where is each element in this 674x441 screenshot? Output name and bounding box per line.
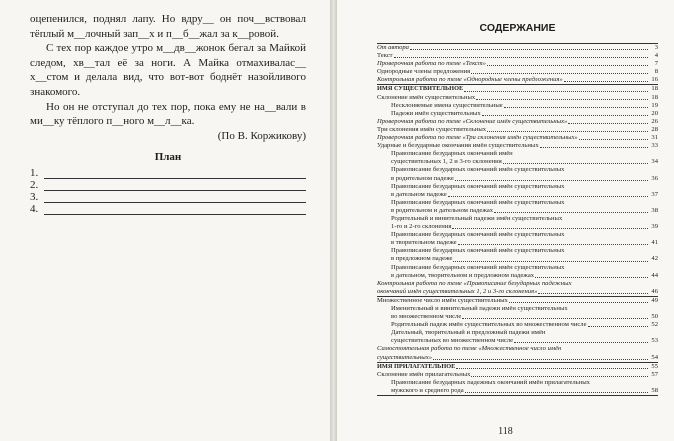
- answer-line: [44, 205, 306, 215]
- toc-entry-title: в творительном падеже: [391, 239, 457, 247]
- toc-entry-title: Родительный падеж имён существительных во множественном числе: [391, 321, 587, 329]
- author-attribution: (По В. Коржикову): [217, 129, 306, 142]
- toc-entry-title: Проверочная работа по теме «Текст»: [377, 60, 486, 68]
- toc-entry-page: 38: [651, 206, 658, 214]
- leader-dots: [487, 131, 648, 132]
- toc-entry[interactable]: [377, 379, 658, 387]
- toc-entry-title: Правописание безударных окончаний имён существительных: [391, 231, 565, 239]
- leader-dots: [456, 368, 648, 369]
- toc-entry[interactable]: [377, 264, 658, 272]
- toc-entry-page: 39: [651, 223, 658, 231]
- toc-entry-page: 55: [651, 362, 658, 370]
- toc-entry-title: существительных 1, 2 и 3-го склонения: [391, 158, 502, 166]
- answer-line: [44, 193, 306, 203]
- toc-entry[interactable]: [377, 247, 658, 255]
- toc-entry-page: 3: [654, 44, 658, 51]
- leader-dots: [458, 244, 648, 245]
- toc-entry[interactable]: [377, 288, 658, 296]
- toc-entry[interactable]: [377, 142, 658, 150]
- leader-dots: [471, 376, 648, 377]
- toc-entry-page: 26: [651, 117, 658, 125]
- toc-entry-title: Правописание безударных окончаний имён существительных: [391, 182, 565, 190]
- toc-entry-page: 58: [651, 386, 658, 394]
- toc-entry-title: Правописание безударных окончаний имён существительных: [391, 166, 565, 174]
- toc-entry[interactable]: [377, 255, 658, 263]
- toc-entry-page: 44: [651, 271, 658, 279]
- leader-dots: [540, 147, 648, 148]
- toc-entry-title: Множественное число имён существительных: [377, 296, 508, 304]
- toc-entry-page: 42: [651, 255, 658, 263]
- toc-entry[interactable]: [377, 183, 658, 191]
- toc-entry-title: 1-го и 2-го склонения: [391, 223, 452, 231]
- plan-number: 1.: [30, 167, 39, 180]
- toc-entry-title: Правописание безударных окончаний имён существительных: [391, 247, 565, 255]
- toc-entry[interactable]: [377, 363, 658, 371]
- leader-dots: [462, 318, 648, 319]
- toc-entry-page: 7: [654, 60, 658, 68]
- toc-entry-title: Дательный, творительный и предложный падежи имён: [391, 329, 546, 337]
- leader-dots: [433, 359, 648, 360]
- leader-dots: [535, 277, 648, 278]
- toc-entry[interactable]: [377, 52, 658, 60]
- toc-section: [377, 363, 658, 396]
- leader-dots: [538, 293, 648, 294]
- leader-dots: [487, 65, 648, 66]
- toc-entry[interactable]: [377, 354, 658, 362]
- leader-dots: [514, 342, 648, 343]
- leader-dots: [564, 81, 648, 82]
- leader-dots: [509, 302, 648, 303]
- leader-dots: [455, 180, 648, 181]
- toc-entry-page: 46: [651, 287, 658, 295]
- story-paragraph-2: С тех пор каждое утро м__дв__жонок бегал за Майкой следом, хв__тал её за ноги. А Майка отмахивалас__ х__стом и делала вид, что вот-вот боднёт назойливого знакомого.: [30, 42, 306, 98]
- toc-entry-page: 34: [651, 158, 658, 166]
- toc-section: [377, 297, 658, 363]
- leader-dots: [579, 139, 648, 140]
- toc-section: [377, 85, 658, 296]
- toc-entry[interactable]: [377, 68, 658, 76]
- toc-entry[interactable]: [377, 345, 658, 353]
- toc-entry[interactable]: [377, 305, 658, 313]
- page-number: 118: [498, 426, 513, 437]
- toc-entry[interactable]: [377, 110, 658, 118]
- leader-dots: [476, 99, 648, 100]
- toc-entry[interactable]: [377, 134, 658, 142]
- toc-entry-title: существительных во множественном числе: [391, 337, 514, 345]
- toc-entry-page: 31: [651, 134, 658, 142]
- toc-entry-page: 52: [651, 321, 658, 329]
- toc-entry[interactable]: [377, 150, 658, 158]
- toc-entry[interactable]: [377, 371, 658, 379]
- toc-entry[interactable]: [377, 223, 658, 231]
- left-page: [0, 0, 330, 441]
- toc-entry[interactable]: [377, 44, 658, 52]
- plan-number: 4.: [30, 203, 39, 216]
- toc-entry-title: существительных»: [377, 353, 432, 361]
- leader-dots: [471, 73, 648, 74]
- toc-entry-page: 33: [651, 142, 658, 150]
- toc-entry[interactable]: [377, 297, 658, 305]
- toc-entry-page: 18: [651, 93, 658, 101]
- answer-line: [44, 169, 306, 179]
- toc-entry[interactable]: [377, 102, 658, 110]
- toc-entry-title: Контрольная работа по теме «Правописание безударных падежных: [377, 279, 572, 287]
- toc-entry-title: Ударные и безударные окончания имён существительных: [377, 142, 539, 150]
- toc-entry[interactable]: [377, 207, 658, 215]
- leader-dots: [464, 91, 648, 92]
- plan-number: 2.: [30, 179, 39, 192]
- toc-entry-title: Несклоняемые имена существительные: [391, 101, 503, 109]
- toc-entry[interactable]: [377, 215, 658, 223]
- toc-entry-title: Проверочная работа по теме «Склонение имён существительных»: [377, 117, 568, 125]
- toc-entry[interactable]: [377, 94, 658, 102]
- leader-dots: [465, 392, 648, 393]
- toc-entry-title: Склонение имён прилагательных: [377, 370, 471, 378]
- toc-entry[interactable]: [377, 199, 658, 207]
- answer-line: [44, 181, 306, 191]
- toc-entry-page: 57: [651, 370, 658, 378]
- toc-entry-title: Самостоятельная работа по теме «Множественное число имён: [377, 345, 562, 353]
- plan-list: [30, 167, 306, 215]
- toc-entry-title: Проверочная работа по теме «Три склонения имён существительных»: [377, 134, 578, 142]
- table-of-contents: [377, 44, 658, 396]
- toc-entry-title: Правописание безударных окончаний имён существительных: [391, 263, 565, 271]
- toc-entry-page: 28: [651, 125, 658, 133]
- plan-line: [30, 203, 306, 215]
- leader-dots: [453, 261, 648, 262]
- toc-entry[interactable]: [377, 272, 658, 280]
- toc-entry-page: 54: [651, 353, 658, 361]
- toc-entry-page: 53: [651, 337, 658, 345]
- leader-dots: [482, 115, 648, 116]
- leader-dots: [494, 212, 648, 213]
- toc-entry[interactable]: [377, 231, 658, 239]
- toc-entry[interactable]: [377, 313, 658, 321]
- toc-entry-page: 36: [651, 174, 658, 182]
- toc-entry-page: 20: [651, 109, 658, 117]
- toc-entry-page: 4: [654, 52, 658, 60]
- toc-entry[interactable]: [377, 60, 658, 68]
- toc-entry[interactable]: [377, 280, 658, 288]
- right-page: [337, 0, 674, 441]
- toc-entry-title: ИМЯ ПРИЛАГАТЕЛЬНОЕ: [377, 362, 456, 370]
- toc-entry-title: в родительном падеже: [391, 174, 454, 182]
- toc-entry-page: 16: [651, 76, 658, 84]
- toc-entry-title: во множественном числе: [391, 313, 462, 321]
- toc-entry[interactable]: [377, 239, 658, 247]
- story-paragraph-3: Но он не отступал до тех пор, пока ему не на__вали в ми__ку тёплого п__ного м__л__ка.: [30, 100, 306, 128]
- toc-entry-title: Текст: [377, 52, 393, 60]
- book-gutter: [330, 0, 337, 441]
- toc-entry-page: 8: [654, 68, 658, 76]
- toc-entry-title: Правописание безударных окончаний имён существительных: [391, 198, 565, 206]
- toc-entry-title: Правописание безударных падежных окончаний имён прилагательных: [391, 378, 590, 386]
- toc-entry[interactable]: [377, 337, 658, 345]
- toc-entry-title: Падежи имён существительных: [391, 109, 481, 117]
- plan-line: [30, 167, 306, 179]
- toc-entry[interactable]: [377, 85, 658, 93]
- toc-title: СОДЕРЖАНИЕ: [479, 22, 556, 34]
- toc-entry[interactable]: [377, 321, 658, 329]
- story-paragraph-1: оцепенился, поднял лапу. Но вдру__ он поч__вствовал тёплый м__лочный зап__х и п__б__жал за к__ровой.: [30, 13, 306, 40]
- toc-entry[interactable]: [377, 329, 658, 337]
- leader-dots: [568, 123, 648, 124]
- toc-entry-title: Склонение имён существительных: [377, 93, 476, 101]
- plan-line: [30, 191, 306, 203]
- toc-entry[interactable]: [377, 191, 658, 199]
- leader-dots: [394, 57, 648, 58]
- leader-dots: [503, 163, 648, 164]
- toc-entry[interactable]: [377, 387, 658, 395]
- leader-dots: [452, 228, 648, 229]
- toc-entry-page: 19: [651, 101, 658, 109]
- toc-entry[interactable]: [377, 126, 658, 134]
- toc-entry[interactable]: [377, 175, 658, 183]
- toc-entry-title: в родительном и дательном падежах: [391, 206, 494, 214]
- plan-line: [30, 179, 306, 191]
- leader-dots: [448, 196, 648, 197]
- toc-entry-title: Три склонения имён существительных: [377, 125, 487, 133]
- toc-entry-title: ИМЯ СУЩЕСТВИТЕЛЬНОЕ: [377, 85, 464, 93]
- toc-entry-title: в дательном падеже: [391, 190, 447, 198]
- toc-entry-title: Однородные члены предложения: [377, 68, 471, 76]
- leader-dots: [410, 49, 648, 50]
- toc-entry-page: 18: [651, 85, 658, 93]
- toc-entry[interactable]: [377, 76, 658, 84]
- leader-dots: [504, 107, 648, 108]
- toc-entry-title: Контрольная работа по теме «Однородные члены предложения»: [377, 76, 563, 84]
- toc-entry-title: мужского и среднего рода: [391, 386, 464, 394]
- toc-entry-title: Правописание безударных окончаний имён: [391, 150, 513, 158]
- toc-entry[interactable]: [377, 118, 658, 126]
- toc-section: [377, 44, 658, 85]
- toc-entry-title: Родительный и винительный падежи имён существительных: [391, 214, 563, 222]
- toc-entry[interactable]: [377, 158, 658, 166]
- toc-entry-title: Именительный и винительный падежи имён существительных: [391, 305, 568, 312]
- toc-entry-page: 49: [651, 296, 658, 304]
- toc-entry-page: 50: [651, 313, 658, 321]
- toc-entry-title: в предложном падеже: [391, 255, 453, 263]
- toc-entry[interactable]: [377, 166, 658, 174]
- toc-entry-page: 37: [651, 190, 658, 198]
- plan-number: 3.: [30, 191, 39, 204]
- toc-entry-title: От автора: [377, 44, 409, 51]
- leader-dots: [588, 326, 648, 327]
- toc-entry-page: 41: [651, 239, 658, 247]
- toc-entry-title: окончаний имён существительных 1, 2 и 3-го склонения»: [377, 287, 538, 295]
- plan-title: План: [154, 151, 182, 164]
- toc-entry-title: в дательном, творительном и предложном падежах: [391, 271, 535, 279]
